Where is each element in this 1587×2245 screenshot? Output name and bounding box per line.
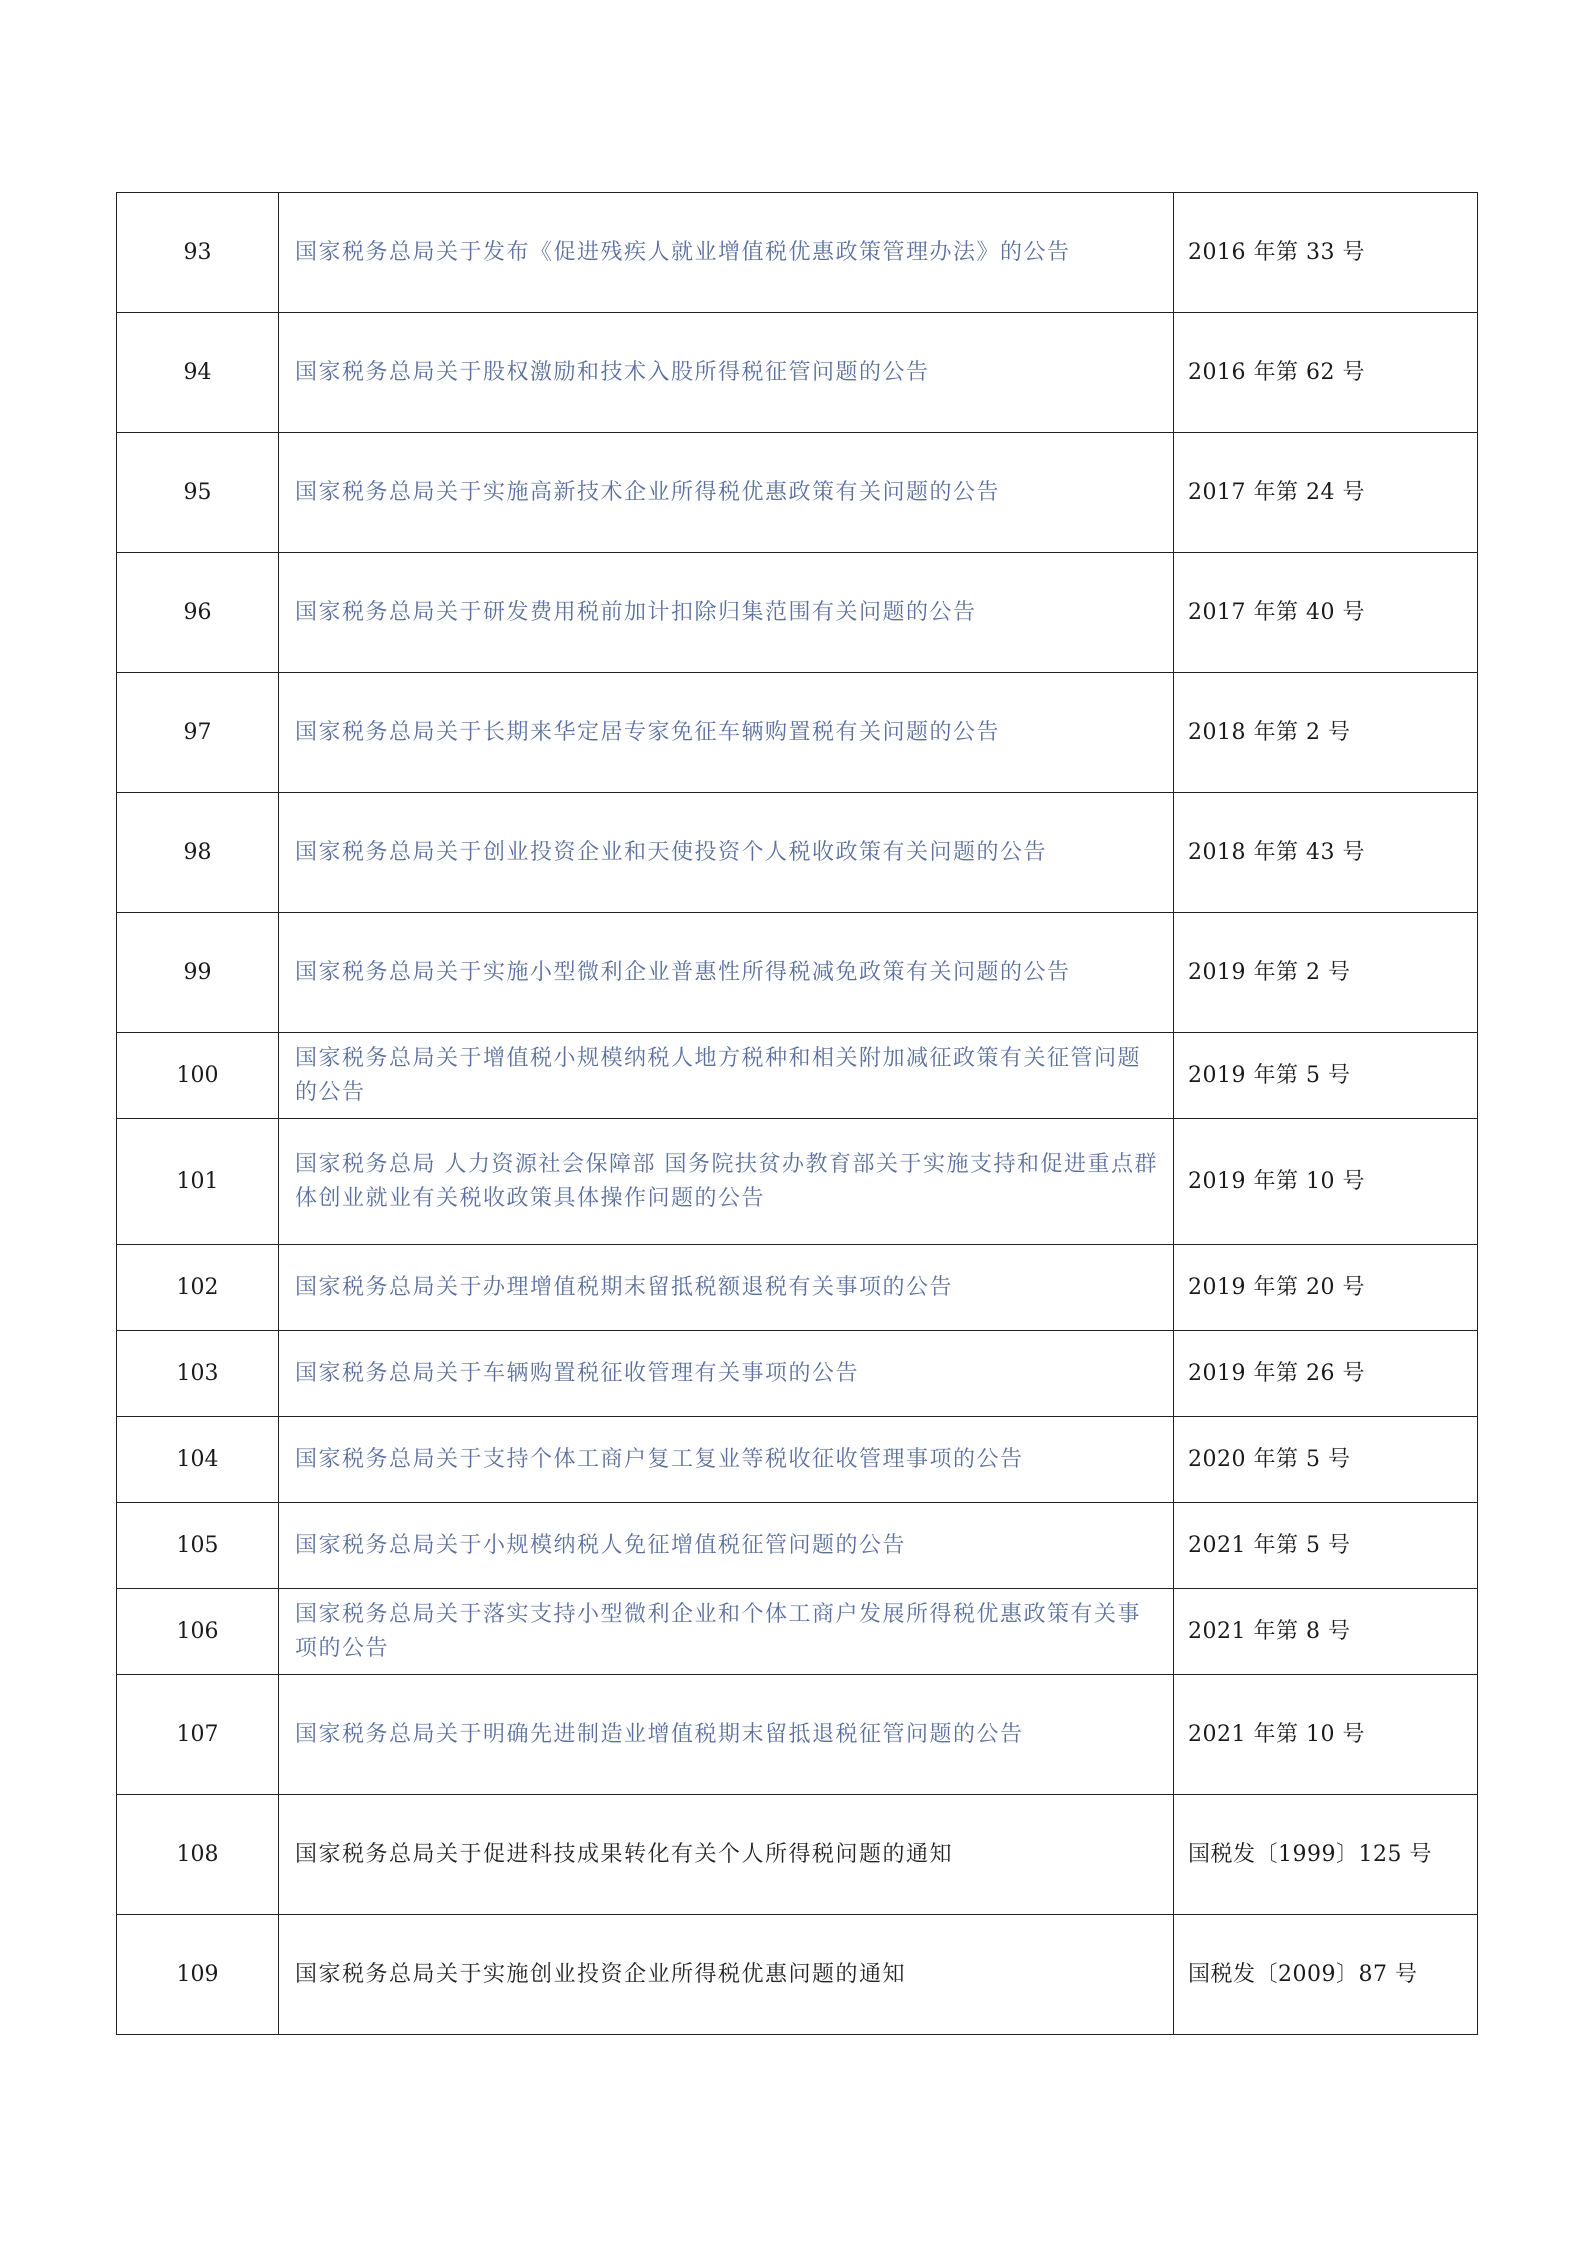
table-row [117, 1331, 1478, 1417]
document-reference-number: 2018 年第 2 号 [1174, 673, 1478, 793]
document-reference-number: 国税发〔1999〕125 号 [1174, 1795, 1478, 1915]
document-reference-number: 2019 年第 20 号 [1174, 1245, 1478, 1331]
table-row [117, 1915, 1478, 2035]
table-row [117, 433, 1478, 553]
document-reference-number: 2016 年第 62 号 [1174, 313, 1478, 433]
document-reference-number: 2017 年第 40 号 [1174, 553, 1478, 673]
document-title-link[interactable]: 国家税务总局关于创业投资企业和天使投资个人税收政策有关问题的公告 [279, 793, 1174, 913]
document-title-link[interactable]: 国家税务总局关于明确先进制造业增值税期末留抵退税征管问题的公告 [279, 1675, 1174, 1795]
row-number: 97 [117, 673, 279, 793]
policy-table-body [117, 193, 1478, 2035]
document-reference-number: 2020 年第 5 号 [1174, 1417, 1478, 1503]
table-row [117, 1675, 1478, 1795]
policy-table [116, 192, 1478, 2035]
row-number: 100 [117, 1033, 279, 1119]
row-number: 93 [117, 193, 279, 313]
row-number: 107 [117, 1675, 279, 1795]
document-reference-number: 2019 年第 26 号 [1174, 1331, 1478, 1417]
document-reference-number: 2021 年第 10 号 [1174, 1675, 1478, 1795]
table-row [117, 793, 1478, 913]
row-number: 99 [117, 913, 279, 1033]
document-reference-number: 国税发〔2009〕87 号 [1174, 1915, 1478, 2035]
table-row [117, 1503, 1478, 1589]
document-reference-number: 2018 年第 43 号 [1174, 793, 1478, 913]
row-number: 108 [117, 1795, 279, 1915]
document-title-link[interactable]: 国家税务总局关于办理增值税期末留抵税额退税有关事项的公告 [279, 1245, 1174, 1331]
table-row [117, 1033, 1478, 1119]
table-row [117, 1795, 1478, 1915]
row-number: 95 [117, 433, 279, 553]
document-title: 国家税务总局关于促进科技成果转化有关个人所得税问题的通知 [279, 1795, 1174, 1915]
document-title-link[interactable]: 国家税务总局关于实施小型微利企业普惠性所得税减免政策有关问题的公告 [279, 913, 1174, 1033]
table-row [117, 673, 1478, 793]
row-number: 109 [117, 1915, 279, 2035]
document-reference-number: 2019 年第 2 号 [1174, 913, 1478, 1033]
document-title-link[interactable]: 国家税务总局关于研发费用税前加计扣除归集范围有关问题的公告 [279, 553, 1174, 673]
document-title-link[interactable]: 国家税务总局 人力资源社会保障部 国务院扶贫办教育部关于实施支持和促进重点群体创业就业有关税收政策具体操作问题的公告 [279, 1119, 1174, 1245]
table-row [117, 1417, 1478, 1503]
row-number: 94 [117, 313, 279, 433]
table-row [117, 1245, 1478, 1331]
document-reference-number: 2017 年第 24 号 [1174, 433, 1478, 553]
document-title-link[interactable]: 国家税务总局关于支持个体工商户复工复业等税收征收管理事项的公告 [279, 1417, 1174, 1503]
document-reference-number: 2019 年第 10 号 [1174, 1119, 1478, 1245]
row-number: 102 [117, 1245, 279, 1331]
row-number: 104 [117, 1417, 279, 1503]
table-row [117, 1589, 1478, 1675]
table-row [117, 1119, 1478, 1245]
row-number: 101 [117, 1119, 279, 1245]
row-number: 96 [117, 553, 279, 673]
row-number: 103 [117, 1331, 279, 1417]
document-title-link[interactable]: 国家税务总局关于落实支持小型微利企业和个体工商户发展所得税优惠政策有关事项的公告 [279, 1589, 1174, 1675]
table-row [117, 313, 1478, 433]
table-row [117, 913, 1478, 1033]
document-title-link[interactable]: 国家税务总局关于车辆购置税征收管理有关事项的公告 [279, 1331, 1174, 1417]
row-number: 98 [117, 793, 279, 913]
document-reference-number: 2021 年第 5 号 [1174, 1503, 1478, 1589]
document-reference-number: 2016 年第 33 号 [1174, 193, 1478, 313]
row-number: 105 [117, 1503, 279, 1589]
document-title-link[interactable]: 国家税务总局关于小规模纳税人免征增值税征管问题的公告 [279, 1503, 1174, 1589]
table-row [117, 193, 1478, 313]
document-title-link[interactable]: 国家税务总局关于长期来华定居专家免征车辆购置税有关问题的公告 [279, 673, 1174, 793]
document-reference-number: 2021 年第 8 号 [1174, 1589, 1478, 1675]
row-number: 106 [117, 1589, 279, 1675]
table-row [117, 553, 1478, 673]
document-reference-number: 2019 年第 5 号 [1174, 1033, 1478, 1119]
document-title: 国家税务总局关于实施创业投资企业所得税优惠问题的通知 [279, 1915, 1174, 2035]
document-title-link[interactable]: 国家税务总局关于增值税小规模纳税人地方税种和相关附加减征政策有关征管问题的公告 [279, 1033, 1174, 1119]
document-title-link[interactable]: 国家税务总局关于股权激励和技术入股所得税征管问题的公告 [279, 313, 1174, 433]
document-title-link[interactable]: 国家税务总局关于发布《促进残疾人就业增值税优惠政策管理办法》的公告 [279, 193, 1174, 313]
document-title-link[interactable]: 国家税务总局关于实施高新技术企业所得税优惠政策有关问题的公告 [279, 433, 1174, 553]
